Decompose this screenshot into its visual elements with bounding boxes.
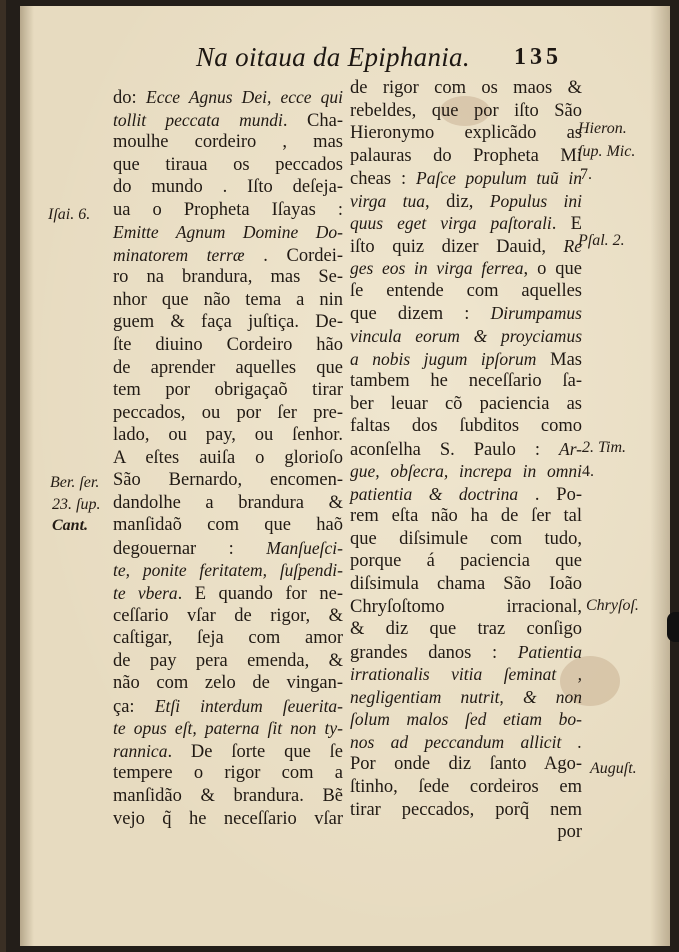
latin-quotation: tollit peccata mundi [113,109,283,130]
text-column-left [113,86,343,830]
text-segment: dandolhe a brandura & [113,492,343,513]
text-line [113,514,343,537]
text-segment: de pay pera emenda, & [113,650,343,671]
latin-quotation: te, ponite feritatem, ſuſpendi- [113,560,343,581]
text-line [113,86,343,109]
text-segment: , diz, [424,191,490,212]
text-line [113,221,343,244]
text-segment: aconſelha S. Paulo : [350,439,560,460]
text-line [113,672,343,695]
text-line [113,650,343,673]
text-line [350,618,582,641]
latin-quotation: a nobis jugum ipſorum [350,348,537,369]
margin-note-isaiah: Iſai. 6. [48,206,91,223]
text-segment: . E [551,214,582,235]
text-line [350,641,582,664]
text-segment: rebeldes, que por iſto São [350,100,582,121]
margin-note-bernard: Ber. ſer. [50,474,100,491]
text-line [350,550,582,573]
text-column-right [350,77,582,844]
text-segment: cheas : [350,169,417,190]
text-segment: ſtinho, ſede cordeiros em [350,776,582,797]
text-segment: que dizem : [350,304,491,325]
text-segment: do mundo . Iſto deſeja- [113,177,343,198]
text-segment: palauras do Propheta Mi [350,145,582,166]
text-line [113,740,343,763]
latin-quotation: rannica [113,740,168,761]
text-line [350,528,582,551]
text-segment: ça: [113,696,155,717]
text-line [350,100,582,123]
text-line [350,753,582,776]
text-line [113,154,343,177]
margin-note-jerome: ſup. Mic. [578,143,636,160]
book-spine-edge [0,0,6,952]
latin-quotation: te vbera [113,583,178,604]
text-line [350,302,582,325]
text-segment: de aprender aquelles que [113,357,343,378]
margin-note-timothy: 4. [582,463,594,480]
text-segment: . Cha- [282,110,343,131]
text-segment: grandes danos : [350,642,518,663]
text-line [350,708,582,731]
text-line [350,145,582,168]
text-segment: A eſtes auiſa o glorioſo [113,447,343,468]
latin-quotation: ſolum malos ſed etiam bo- [350,709,582,730]
margin-note-timothy: 2. Tim. [582,439,627,456]
text-line [113,379,343,402]
text-line [113,559,343,582]
text-segment: manſidaõ com que haõ [113,515,343,536]
latin-quotation: Emitte Agnum Domine Do- [113,222,343,243]
text-segment: Hieronymo explicãdo as [350,123,582,144]
text-segment: tem por obrigaçaõ tirar [113,380,343,401]
text-segment: degouernar : [113,538,267,559]
text-line [113,537,343,560]
latin-quotation: gue, obſecra, increpa in omni [350,461,582,482]
text-segment: ber leuar cõ paciencia as [350,393,582,414]
text-segment: tirar peccados, porq̃ nem [350,799,582,820]
text-segment: . Cordei- [244,245,344,266]
latin-quotation: Re [563,235,582,256]
page-header [0,40,679,80]
text-segment: . E quando for ne- [177,584,343,605]
text-segment: nhor que não tema a nin [113,289,343,310]
text-line [350,257,582,280]
text-line [113,695,343,718]
margin-note-jerome: 7. [580,166,592,183]
text-line [113,334,343,357]
text-segment: ſte diuino Cordeiro hão [113,335,343,356]
latin-quotation: Paſce populum tuũ in [416,168,582,189]
text-segment: do: [113,88,147,108]
text-segment: ro na brandura, mas Se- [113,267,343,288]
latin-quotation: Ecce Agnus Dei, ecce qui [146,87,344,107]
text-line [113,717,343,740]
latin-quotation: negligentiam nutrit, & non [350,686,582,707]
text-line [350,573,582,596]
text-segment: Chryſoſtomo irracional, [350,596,582,617]
page-marker-tab [667,612,679,642]
margin-note-bernard: Cant. [52,517,89,534]
text-segment: guem & faça juſtiça. De- [113,312,343,333]
latin-quotation: Manſueſci- [266,537,343,558]
text-segment: Mas [536,349,582,370]
text-line [113,605,343,628]
latin-quotation: Ar- [559,438,582,459]
text-line [350,280,582,303]
text-segment: tambem he neceſſario ſa- [350,371,582,392]
latin-quotation: minatorem terræ [113,244,245,265]
text-line [350,77,582,100]
text-segment: diſsimula chama São Ioão [350,574,582,595]
margin-note-chrysostom: Chryſoſ. [586,597,639,614]
catchword: por [557,822,582,843]
text-line [113,582,343,605]
text-line [113,244,343,267]
text-line [113,627,343,650]
margin-note-psalm: Pſal. 2. [578,232,625,249]
latin-quotation: Patientia [517,641,582,662]
text-line [350,799,582,822]
text-segment: faltas dos ſubditos como [350,416,582,437]
text-segment: não com zelo de vingan- [113,673,343,694]
text-segment: ceſſario vſar de rigor, & [113,605,343,626]
text-segment: & diz que traz conſigo [350,619,582,640]
text-line [350,348,582,371]
text-segment: moulhe cordeiro , mas [113,132,343,153]
text-line [113,266,343,289]
text-line [113,785,343,808]
text-line [350,325,582,348]
text-segment: porque á paciencia que [350,551,582,572]
text-line [113,492,343,515]
text-line [113,469,343,492]
running-title: Na oitaua da Epiphania. [196,42,470,72]
text-line [350,460,582,483]
latin-quotation: vincula eorum & proyciamus [350,326,582,347]
text-segment: Por onde diz ſanto Ago- [350,754,582,775]
latin-quotation: quus eget virga paſtorali [350,213,552,234]
margin-note-augustine: Auguſt. [590,760,637,777]
text-line [350,167,582,190]
text-line [113,762,343,785]
text-segment: de rigor com os maos & [350,78,582,98]
text-line [350,190,582,213]
latin-quotation: te opus eſt, paterna ſit non ty- [113,718,343,739]
text-line [113,131,343,154]
text-line [350,731,582,754]
text-line [113,176,343,199]
text-segment: ua o Propheta Iſayas : [113,199,343,220]
text-segment: . Po- [518,484,582,505]
text-line [350,686,582,709]
text-line [113,808,343,831]
text-line [113,311,343,334]
text-segment: caſtigar, ſeja com amor [113,628,343,649]
latin-quotation: Dirumpamus [490,303,582,324]
latin-quotation: patientia & doctrina [350,483,519,504]
text-segment: que tiraua os peccados [113,154,343,175]
text-segment: São Bernardo, encomen- [113,470,343,491]
text-line [350,212,582,235]
text-line [113,357,343,380]
text-segment: manſidão & brandura. Bẽ [113,785,343,806]
latin-quotation: irrationalis vitia ſeminat , [350,664,582,685]
latin-quotation: nos ad peccandum allicit . [350,731,582,752]
text-segment: tempere o rigor com a [113,763,343,784]
page-number: 135 [514,44,562,70]
text-line [350,122,582,145]
text-line [350,393,582,416]
text-segment: vejo q̃ he neceſſario vſar [113,808,343,829]
text-line [113,199,343,222]
text-segment: que diſsimule com tudo, [350,528,582,549]
text-line [350,663,582,686]
text-line [350,438,582,461]
latin-quotation: Etſi interdum ſeuerita- [154,695,344,716]
text-line [350,483,582,506]
text-line [113,109,343,132]
text-segment: ſe entende com aquelles [350,280,582,301]
text-line [350,776,582,799]
text-segment: peccados, ou por ſer pre- [113,402,343,423]
latin-quotation: Populus ini [489,190,582,211]
text-segment: . De ſorte que ſe [167,741,343,762]
text-line [350,505,582,528]
text-line [113,424,343,447]
text-line [350,370,582,393]
latin-quotation: ges eos in virga ferrea [350,258,524,279]
text-segment: rem eſta não ha de ſer tal [350,506,582,527]
latin-quotation: virga tua [350,190,425,211]
text-line [113,402,343,425]
margin-note-bernard: 23. ſup. [52,496,101,513]
text-line [350,415,582,438]
text-line [113,447,343,470]
margin-note-jerome: Hieron. [578,120,627,137]
text-line [113,289,343,312]
text-line [350,235,582,258]
text-segment: , o que [523,259,582,280]
text-segment: iſto quiz dizer Dauid, [350,236,564,257]
text-segment: lado, ou pay, ou ſenhor. [113,425,343,446]
text-line [350,596,582,619]
